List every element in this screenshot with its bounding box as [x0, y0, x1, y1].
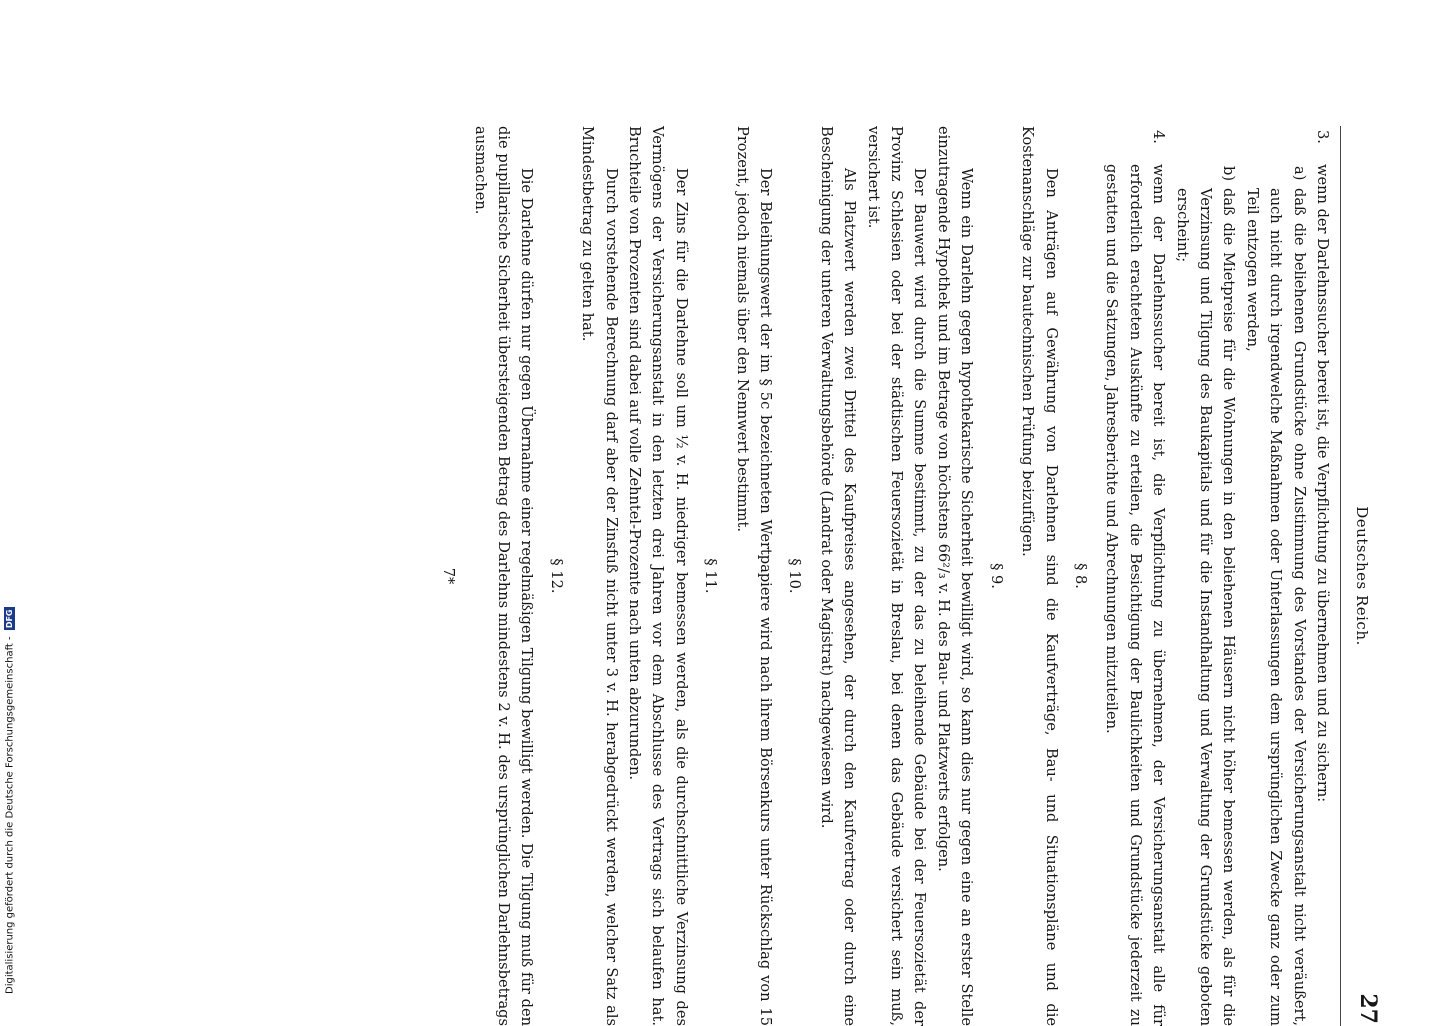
section-heading: § 10.	[786, 558, 804, 594]
subitem-letter: a)	[1290, 166, 1308, 181]
section-8	[1016, 126, 1092, 1026]
running-title: Deutsches Reich.	[1353, 506, 1371, 646]
section-heading: § 12.	[547, 558, 565, 594]
signature-mark: 7*	[440, 567, 458, 585]
subitem-letter: b)	[1220, 166, 1238, 182]
section-9	[814, 126, 1007, 1026]
section-heading: § 9.	[987, 563, 1005, 589]
sub-list-item	[1170, 164, 1240, 1026]
dfg-logo-icon: DFG	[5, 609, 14, 629]
section-10	[730, 126, 806, 1026]
paragraph: Wenn ein Darlehn gegen hypothekarische Sicherheit bewilligt wird, so kann dies nur gegen eine an erster Stelle einzutragende Hypothek und im Betrage von höchstens 66²/₃ v. H. des Bau- und Platzwerts erfolgen.	[934, 126, 976, 1026]
section-heading: § 11.	[702, 558, 720, 594]
paragraph: Der Beleihungswert der im § 5c bezeichneten Wertpapiere wird nach ihrem Börsenkurs unter Rückschlag von 15 Prozent, jedoch niemals über den Nennwert bestimmt.	[733, 126, 775, 1026]
paragraph: Durch vorstehende Berechnung darf aber der Zinsfuß nicht unter 3 v. H. herabgedrückt werden, welcher Satz als Mindestbetrag zu gelten hat.	[579, 126, 620, 1026]
list-item	[1170, 126, 1334, 1026]
sub-list-item	[1240, 164, 1310, 1026]
page-number: 27	[1355, 993, 1381, 1024]
item-number: 4.	[1150, 130, 1168, 144]
subitem-text: daß die beliehenen Grundstücke ohne Zustimmung des Vorstandes der Versicherungsanstalt nicht veräußert, auch nicht durch irgendwelche Maßnahmen oder Unterlassungen dem ursprünglichen Zwecke ganz oder zum Teil entzogen werden,	[1243, 188, 1308, 1026]
paragraph: Die Darlehne dürfen nur gegen Übernahme einer regelmäßigen Tilgung bewilligt werden. Die Tilgung muß für den die pupillarische Sicherheit übersteigenden Betrag des Darlehns mindestens 2 v. H. des ursprünglichen Darlehnsbetrags ausmachen.	[471, 126, 536, 1026]
section-heading: § 8.	[1071, 563, 1089, 589]
list-item	[1100, 126, 1170, 1026]
item-number: 3.	[1314, 130, 1331, 144]
paragraph: Als Platzwert werden zwei Drittel des Kaufpreises angesehen, der durch den Kaufvertrag oder durch eine Bescheinigung der unteren Verwaltungsbehörde (Landrat oder Magistrat) nachgewiesen wird.	[817, 126, 859, 1026]
section-12	[468, 126, 568, 1026]
digitization-note-text: Digitalisierung gefördert durch die Deutsche Forschungsgemeinschaft -	[4, 636, 16, 994]
paragraph: Der Zins für die Darlehne soll um ½ v. H. niedriger bemessen werden, als die durchschnittliche Verzinsung des Vermögens der Versicherungsanstalt in den letzten drei Jahren vor dem Abschlusse des Vertrags sich belaufen hat. Bruchteile von Prozenten sind dabei auf volle Zehntel-Prozente nach unten abzurunden.	[626, 126, 690, 1026]
item-text: wenn der Darlehnssucher bereit ist, die Verpflichtung zu übernehmen, der Versicherungsanstalt alle für erforderlich erachteten Auskünfte zu erteilen, die Besichtigung der Baulichkeiten und Grundstücke jederzeit zu gestatten und die Satzungen, Jahresberichte und Abrechnungen mitzuteilen.	[1103, 164, 1168, 1026]
subitem-text: daß die Mietpreise für die Wohnungen in den beliehenen Häusern nicht höher bemessen werden, als für die Verzinsung und Tilgung des Baukapitals und für die Instandhaltung und Verwaltung der Grundstücke geboten erscheint;	[1173, 188, 1238, 1026]
section-11	[576, 126, 722, 1026]
numbered-items	[1100, 126, 1334, 1026]
digitization-note	[4, 608, 16, 995]
paragraph: Den Anträgen auf Gewährung von Darlehnen sind die Kaufverträge, Bau- und Situationspläne und die Kostenanschläge zur bautechnischen Prüfung beizufügen.	[1019, 126, 1060, 1026]
document-page	[15, 126, 1381, 1026]
page-header	[1340, 126, 1381, 1026]
paragraph: Der Bauwert wird durch die Summe bestimmt, zu der das zu beleihende Gebäude bei der Feuersozietät der Provinz Schlesien oder bei der städtischen Feuersozietät in Breslau, bei denen das Gebäude versichert sein muß, versichert ist.	[864, 126, 929, 1026]
item-text: wenn der Darlehnssucher bereit ist, die Verpflichtung zu übernehmen und zu sichern:	[1314, 164, 1331, 803]
